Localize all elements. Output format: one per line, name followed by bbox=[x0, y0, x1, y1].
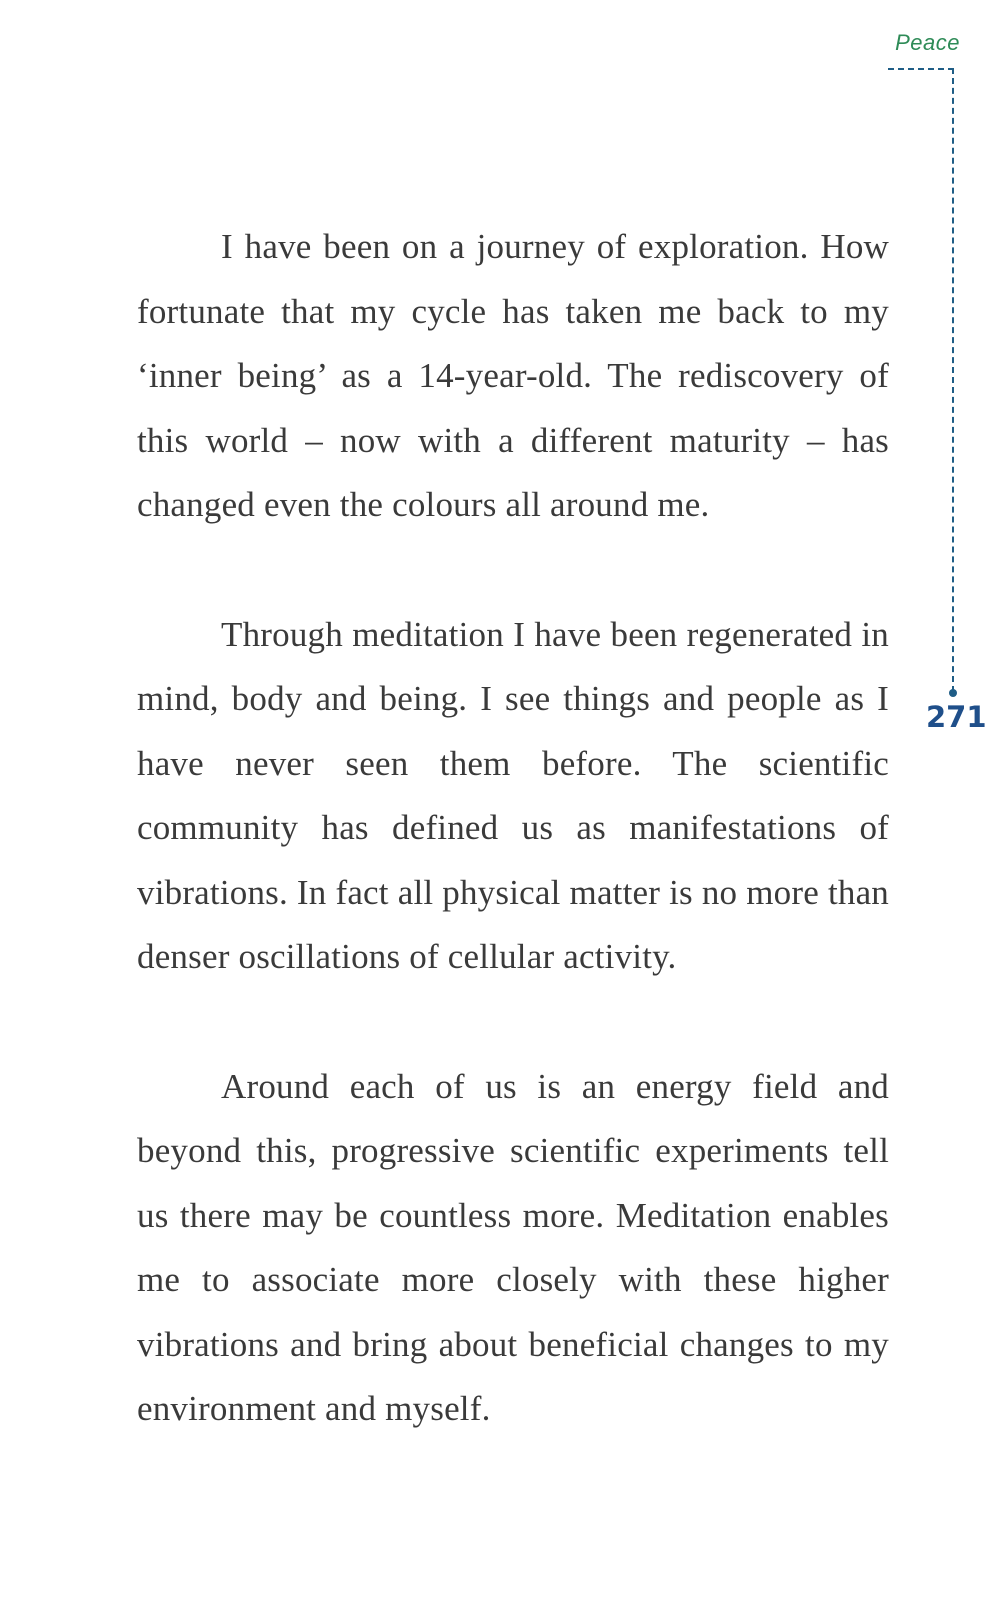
page-number: 271 bbox=[926, 700, 987, 734]
body-text bbox=[137, 215, 889, 1507]
paragraph-2: Through meditation I have been regenerated in mind, body and being. I see things and people as I have never seen them before. The scientific community has defined us as manifestations of vibrations. In fact all physical matter is no more than denser oscillations of cellular activity. bbox=[137, 614, 889, 976]
paragraph-3: Around each of us is an energy field and beyond this, progressive scientific experiments tell us there may be countless more. Meditation enables me to associate more closely with these higher vibrations and bring about beneficial changes to my environment and myself. bbox=[137, 1066, 889, 1428]
dashed-rule-top bbox=[888, 68, 954, 70]
running-head: Peace bbox=[895, 30, 960, 55]
paragraph-1: I have been on a journey of exploration. How fortunate that my cycle has taken me back to my ‘inner being’ as a 14-year-old. The rediscovery of this world – now with a different maturity – has changed even the colours all around me. bbox=[137, 227, 889, 524]
rule-end-dot bbox=[949, 689, 957, 697]
dashed-rule-side bbox=[952, 68, 954, 692]
